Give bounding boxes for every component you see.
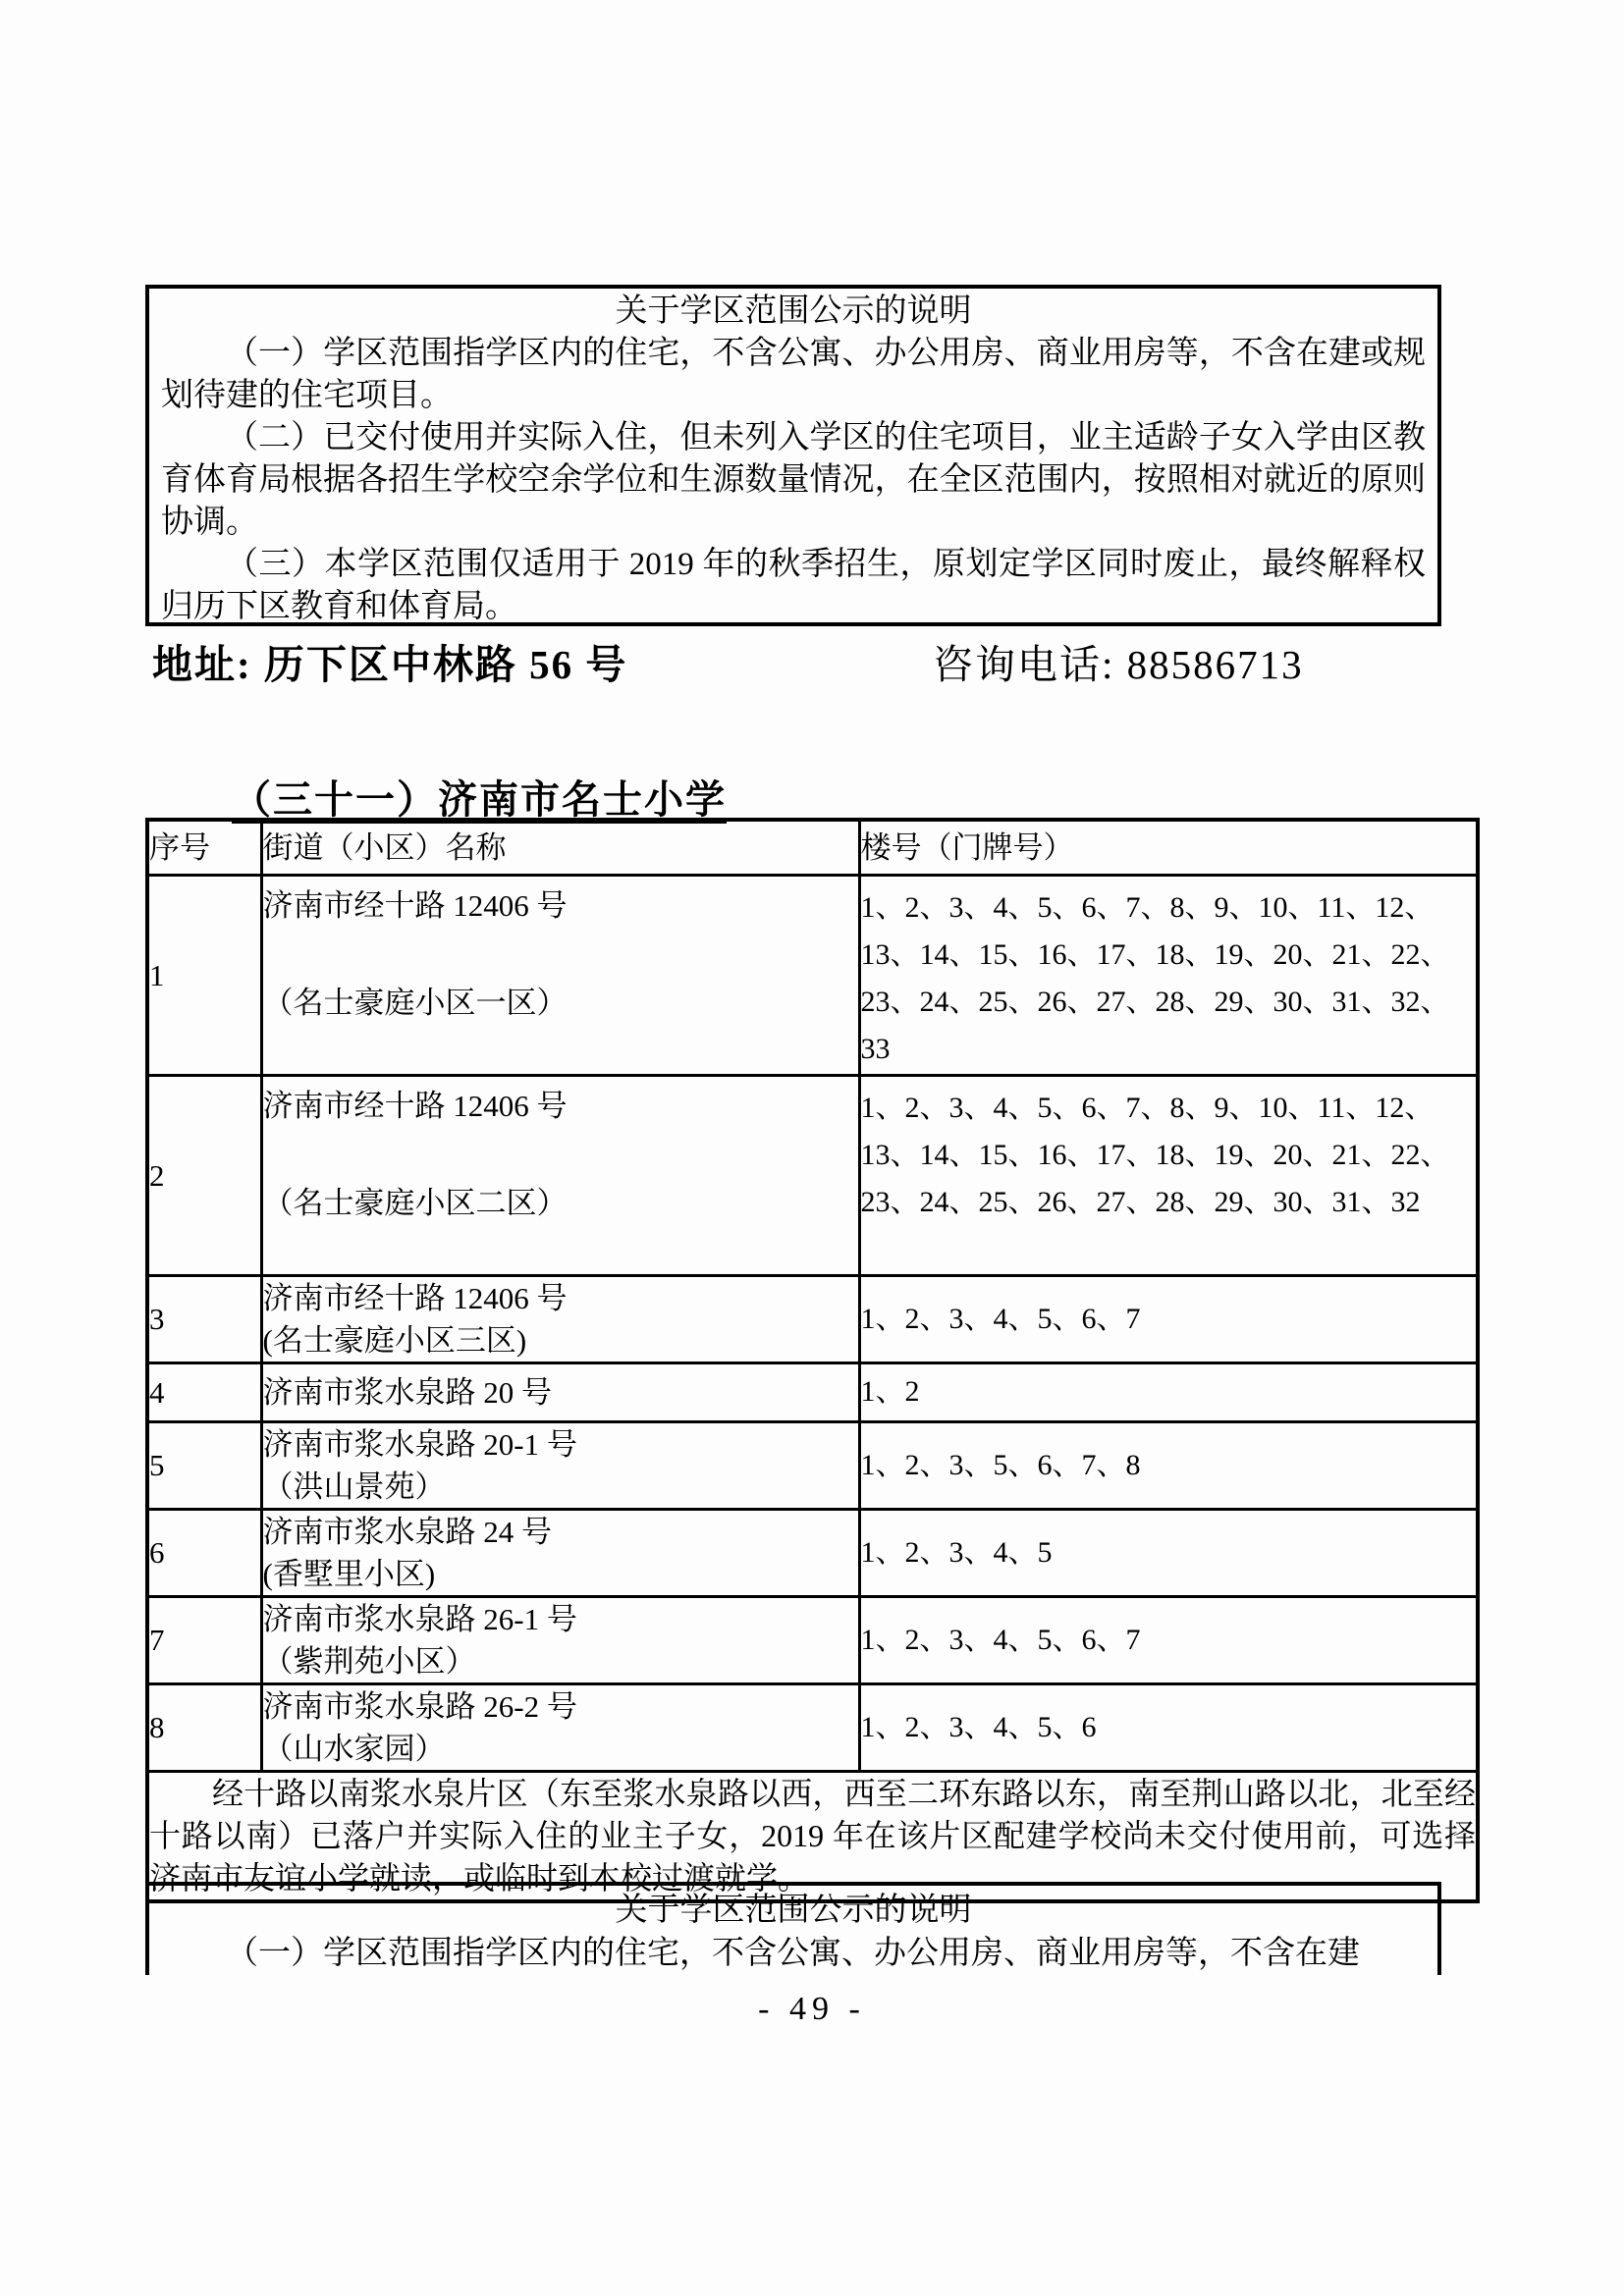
building-numbers: 1、2、3、4、5、6 [859, 1683, 1478, 1771]
notice-title: 关于学区范围公示的说明 [615, 294, 972, 329]
building-numbers: 1、2 [859, 1362, 1478, 1421]
row-number: 5 [147, 1421, 261, 1509]
street-name-line1: 济南市经十路 12406 号 [262, 887, 568, 923]
bottom-notice-paragraph: （一）学区范围指学区内的住宅，不含公寓、办公用房、商业用房等，不含在建 [226, 1936, 1360, 1971]
building-numbers: 1、2、3、4、5 [859, 1509, 1478, 1596]
header-name: 街道（小区）名称 [261, 820, 859, 875]
building-numbers: 1、2、3、4、5、6、7 [859, 1596, 1478, 1683]
row-number: 4 [147, 1362, 261, 1421]
street-name [261, 1596, 859, 1683]
table-row [147, 1596, 1478, 1683]
table-note: 经十路以南浆水泉片区（东至浆水泉路以西，西至二环东路以东，南至荆山路以北，北至经十路以南）已落户并实际入住的业主子女，2019 年在该片区配建学校尚未交付使用前，可选择济南市友谊小学就读，或临时到本校过渡就学。 [149, 1775, 1476, 1896]
row-number: 7 [147, 1596, 261, 1683]
table-row [147, 1683, 1478, 1771]
street-name [261, 1421, 859, 1509]
street-name [261, 1075, 859, 1275]
table-row [147, 875, 1478, 1075]
district-table [145, 818, 1480, 1903]
street-name-line1: 济南市浆水泉路 20 号 [262, 1374, 552, 1410]
row-number: 3 [147, 1275, 261, 1362]
table-row [147, 1275, 1478, 1362]
table-header-row [147, 820, 1478, 875]
street-name-line1: 济南市浆水泉路 24 号 [262, 1514, 552, 1549]
street-name-line2: （名士豪庭小区一区） [262, 985, 568, 1020]
row-number: 1 [147, 875, 261, 1075]
notice-paragraph-1: （一）学区范围指学区内的住宅，不含公寓、办公用房、商业用房等，不含在建或规划待建的住宅项目。 [161, 336, 1426, 413]
street-name-line1: 济南市浆水泉路 26-1 号 [262, 1601, 577, 1636]
street-name-line1: 济南市浆水泉路 20-1 号 [262, 1426, 577, 1462]
row-number: 2 [147, 1075, 261, 1275]
street-name-line2: （紫荆苑小区） [262, 1643, 476, 1679]
row-number: 8 [147, 1683, 261, 1771]
street-name [261, 1683, 859, 1771]
section-heading: （三十一）济南市名士小学 [232, 777, 727, 822]
street-name-line2: （山水家园） [262, 1731, 446, 1766]
header-buildings: 楼号（门牌号） [859, 820, 1478, 875]
street-name-line2: （洪山景苑） [262, 1468, 446, 1504]
street-name [261, 1509, 859, 1596]
bottom-notice-box [145, 1882, 1441, 1975]
street-name-line1: 济南市经十路 12406 号 [262, 1088, 568, 1123]
building-numbers: 1、2、3、4、5、6、7、8、9、10、11、12、13、14、15、16、17、18、19、20、21、22、23、24、25、26、27、28、29、30、31、32、33 [859, 875, 1478, 1075]
street-name-line2: （名士豪庭小区二区） [262, 1185, 568, 1220]
top-notice-box [145, 285, 1441, 626]
building-numbers: 1、2、3、4、5、6、7、8、9、10、11、12、13、14、15、16、17、18、19、20、21、22、23、24、25、26、27、28、29、30、31、32 [859, 1075, 1478, 1275]
row-number: 6 [147, 1509, 261, 1596]
street-name-line1: 济南市经十路 12406 号 [262, 1280, 568, 1315]
street-name-line2: (名士豪庭小区三区) [262, 1322, 527, 1358]
table-row [147, 1362, 1478, 1421]
street-name-line2: (香墅里小区) [262, 1556, 436, 1591]
building-numbers: 1、2、3、5、6、7、8 [859, 1421, 1478, 1509]
table-row [147, 1075, 1478, 1275]
table-row [147, 1421, 1478, 1509]
header-no: 序号 [147, 820, 261, 875]
street-name-line1: 济南市浆水泉路 26-2 号 [262, 1688, 577, 1724]
bottom-notice-title: 关于学区范围公示的说明 [615, 1893, 972, 1928]
street-name [261, 875, 859, 1075]
page-number: - 49 - [758, 1991, 866, 2027]
phone-text: 咨询电话: 88586713 [933, 642, 1304, 687]
street-name [261, 1275, 859, 1362]
notice-paragraph-2: （二）已交付使用并实际入住，但未列入学区的住宅项目，业主适龄子女入学由区教育体育局根据各招生学校空余学位和生源数量情况，在全区范围内，按照相对就近的原则协调。 [161, 420, 1426, 540]
building-numbers: 1、2、3、4、5、6、7 [859, 1275, 1478, 1362]
table-row [147, 1509, 1478, 1596]
address-text: 地址: 历下区中林路 56 号 [152, 642, 628, 687]
contact-line [0, 632, 1624, 691]
street-name [261, 1362, 859, 1421]
notice-paragraph-3: （三）本学区范围仅适用于 2019 年的秋季招生，原划定学区同时废止，最终解释权归历下区教育和体育局。 [161, 547, 1426, 624]
